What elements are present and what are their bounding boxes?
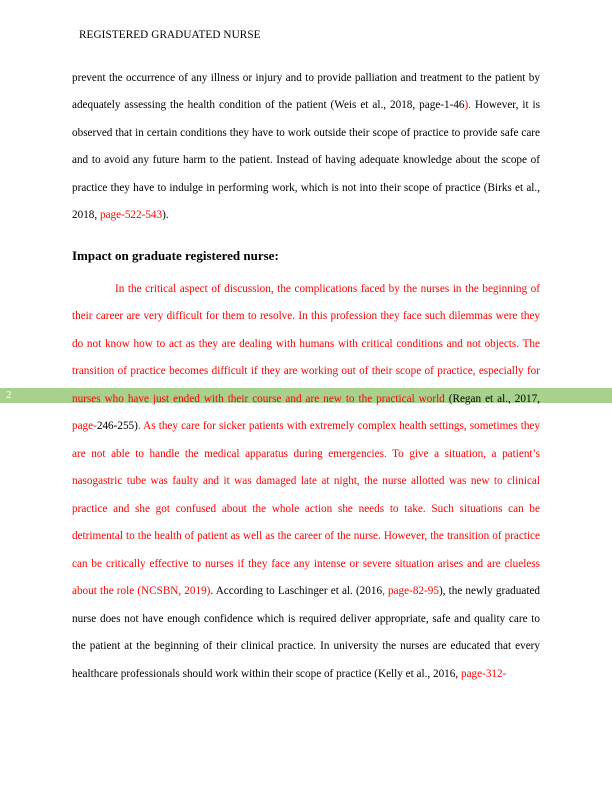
paragraph-impact bbox=[72, 276, 540, 689]
para1-text-5: ). bbox=[162, 209, 169, 221]
para1-text-2: ). bbox=[464, 99, 472, 111]
para2-black-4: ), the newly graduated nurse does not have enough confidence which is required deliver appropriate, safe and quality care to the patient at the beginning of their clinical practice. In university the nurses are educated that every healthcare professionals should work within their scope of practice (Kelly et al., 2016, bbox=[72, 585, 540, 680]
para1-text-3: However, it is observed that in certain conditions they have to work outside their scope of practice to provide safe care and to avoid any future harm to the patient. Instead of having adequate knowledge about the scope of practice they have to indulge in performing work, which is not into their scope of practice (Birks et al., 2018, bbox=[72, 99, 541, 221]
para2-red-4: , page-82-95 bbox=[382, 585, 439, 597]
para2-red-3: . As they care for sicker patients with extremely complex health settings, sometimes they are not able to handle the medical apparatus during emergencies. To give a situation, a patient’s nasogastric tube was faulty and it was damaged late at night, the nurse allotted was new to clinical practice and she got confused about the whole action she needs to take. Such situations can be detrimental to the health of patient as well as the career of the nurse. However, the transition of practice can be critically effective to nurses if they face any intense or severe situation arises and are clueless about the role (NCSBN, 2019) bbox=[72, 420, 540, 597]
para2-red-5: page-312- bbox=[460, 667, 507, 680]
paragraph-intro bbox=[72, 65, 540, 230]
para2-black-3: . According to Laschinger et al. (2016 bbox=[210, 585, 383, 597]
para2-red-1: In the critical aspect of discussion, the complications faced by the nurses in the beginning of their career are very difficult for them to resolve. In this profession they face such dilemmas were they do not know how to act as they are dealing with humans with critical conditions and not objects. The transition of practice becomes difficult if they are working out of their scope of practice, especially for nurses who have just ended with their course and are new to the practical world bbox=[72, 282, 540, 405]
para1-citation-page: page-522-543 bbox=[99, 209, 163, 221]
para2-black-1: (Regan et al., 2017, bbox=[448, 392, 540, 405]
page-number: 2 bbox=[6, 389, 12, 401]
para2-red-2: page- bbox=[72, 420, 97, 432]
para2-black-2: 246-255) bbox=[96, 420, 138, 432]
para1-text-1: prevent the occurrence of any illness or injury and to provide palliation and treatment to the patient by adequately assessing the health condition of the patient (Weis et al., 2018, page-1-46 bbox=[72, 71, 540, 111]
running-header: REGISTERED GRADUATED NURSE bbox=[79, 29, 261, 41]
section-heading: Impact on graduate registered nurse: bbox=[72, 248, 279, 263]
